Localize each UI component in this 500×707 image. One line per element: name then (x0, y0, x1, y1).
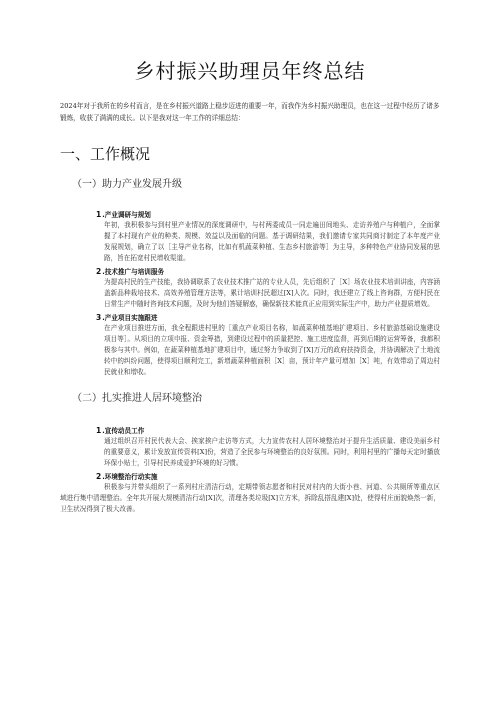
item-title: .产业项目实施跟进 (102, 314, 158, 322)
item-heading (96, 267, 440, 277)
item-body: 通过组织召开村民代表大会、挨家挨户走访等方式，大力宣传农村人居环境整治对于提升生活质量、建设美丽乡村的重要意义，累计发放宣传资料[X]份，营造了全民参与环境整治的良好氛围。同时，利用村里的广播每天定时播放环保小贴士，引导村民养成爱护环境的好习惯。 (104, 437, 440, 467)
subsection-heading-environment: （二）扎实推进人居环境整治 (72, 393, 202, 404)
subsection-industry (60, 178, 440, 378)
item-number: 1 (96, 210, 102, 219)
item-heading (96, 313, 440, 323)
item-body: 在产业项目推进方面，我全程跟进村里的［重点产业项目名称，如蔬菜种植基地扩建项目、乡村旅游基础设施建设项目等］。从项目的立项申报、资金筹措，到建设过程中的质量把控、施工进度监督，再到后期的运营筹备，我都积极参与其中。例如，在蔬菜种植基地扩建项目中，通过努力争取到了[X]万元的政府扶持资金，并协调解决了土地流转中的纠纷问题，使得项目顺利完工，新增蔬菜种植面积［X］亩，预计年产量可增加［X］吨，有效带动了周边村民就业和增收。 (104, 324, 440, 376)
item-body: 年初，我积极参与到村里产业情况的深度调研中，与村两委成员一同走遍田间地头、走访养殖户与种植户，全面掌握了本村现有产业的种类、规模、效益以及面临的问题。基于调研结果，我们邀请专家共同商讨制定了本年度产业发展规划，确立了以［主导产业名称，比如有机蔬菜种植、生态乡村旅游等］为主导，多种特色产业协同发展的思路，旨在拓宽村民增收渠道。 (104, 221, 440, 262)
subsection-heading-industry: （一）助力产业发展升级 (72, 179, 182, 190)
item-title: .环境整治行动实施 (102, 473, 158, 481)
item-heading (96, 210, 440, 220)
item-heading (96, 426, 440, 436)
item-title: .产业调研与规划 (102, 211, 151, 219)
list-item (96, 210, 440, 264)
item-title: .宣传动员工作 (102, 427, 145, 435)
item-number: 2 (96, 472, 102, 481)
document-title: 乡村振兴助理员年终总结 (134, 59, 366, 83)
item-body: 积极参与并带头组织了一系列村庄清洁行动，定期带领志愿者和村民对村内的大街小巷、河道、公共厕所等重点区域进行集中清理整治。全年共开展大规模清洁行动[X]次，清理各类垃圾[X]立方米，拆除乱搭乱建[X]处，使得村庄面貌焕然一新，卫生状况得到了极大改善。 (60, 483, 440, 513)
list-item (60, 472, 440, 515)
list-item (96, 313, 440, 378)
item-number: 2 (96, 267, 102, 276)
item-number: 3 (96, 313, 102, 322)
item-title: .技术推广与培训服务 (102, 268, 165, 276)
item-number: 1 (96, 426, 102, 435)
list-item (96, 267, 440, 310)
subsection-environment (60, 392, 440, 515)
intro-paragraph: 2024年对于我所在的乡村而言，是在乡村振兴道路上稳步迈进的重要一年，而我作为乡村振兴助理员，也在这一过程中经历了诸多锻炼，收获了满满的成长。以下是我对这一年工作的详细总结： (60, 102, 440, 122)
item-body: 为提高村民的生产技能，我协调联系了农业技术推广站的专业人员，先后组织了［X］场农业技术培训讲座，内容涵盖新品种栽培技术、高效养殖管理方法等，累计培训村民超过[X]人次。同时，我还建立了线上咨询群，方便村民在日常生产中随时咨询技术问题，及时为他们答疑解惑，确保新技术能真正应用到实际生产中，助力产业提质增效。 (104, 278, 440, 308)
list-item (96, 426, 440, 469)
item-heading (96, 472, 440, 482)
section-heading-work-overview: 一、工作概况 (60, 145, 151, 163)
